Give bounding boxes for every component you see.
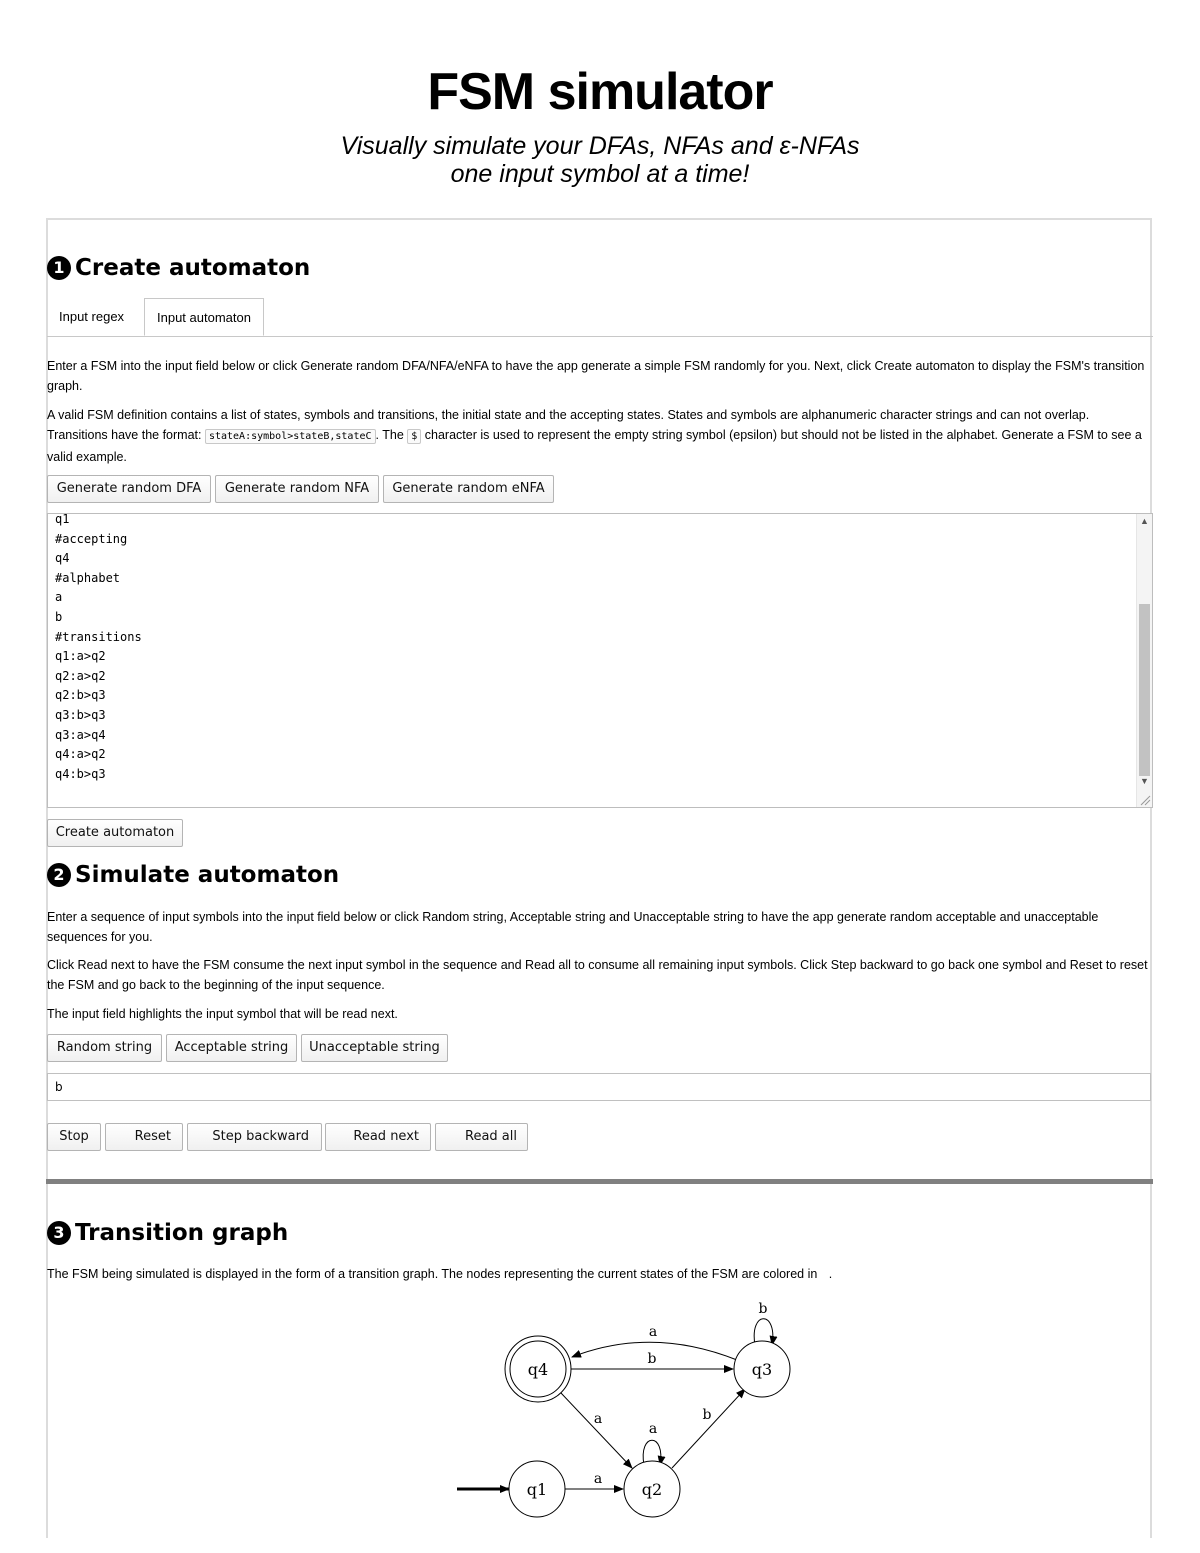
section-divider bbox=[46, 1179, 1153, 1184]
definition-line: q1:a>q2 bbox=[55, 649, 106, 664]
step-three-badge: 3 bbox=[47, 1221, 71, 1245]
generate-nfa-button[interactable]: Generate random NFA bbox=[215, 475, 379, 503]
format-text-1: A valid FSM definition contains a list of states, symbols and transitions, the initial state and the accepting states. States and symbols are alphanumeric character strings and can not overlap. Transitions have the format: bbox=[47, 408, 1090, 442]
fsm-definition-text bbox=[55, 513, 142, 784]
definition-line: #alphabet bbox=[55, 570, 121, 585]
generate-dfa-button[interactable]: Generate random DFA bbox=[47, 475, 211, 503]
stop-button[interactable]: Stop bbox=[47, 1123, 101, 1151]
state-node-q2 bbox=[624, 1461, 680, 1517]
edge-label-q3-q4: a bbox=[648, 1324, 658, 1340]
create-automaton-button[interactable]: Create automaton bbox=[47, 819, 183, 847]
page-title: FSM simulator bbox=[427, 63, 773, 121]
state-label-q4: q4 bbox=[527, 1360, 549, 1379]
edge-label-q4-q3: b bbox=[647, 1351, 657, 1367]
step-two-badge: 2 bbox=[47, 863, 71, 887]
scroll-thumb[interactable] bbox=[1139, 604, 1150, 776]
create-instructions: Enter a FSM into the input field below or click Generate random DFA/NFA/eNFA to have the app generate a simple FSM randomly for you. Next, click Create automaton to display the FSM's transition graph. bbox=[47, 359, 1145, 393]
create-title-text: Create automaton bbox=[75, 255, 311, 281]
simulate-instructions-2: Click Read next to have the FSM consume the next input symbol in the sequence and Read all to consume all remaining input symbols. Click Step backward to go back one symbol and Reset to reset the FSM and go back to the beginning of the input sequence. bbox=[47, 958, 1148, 992]
state-node-q1 bbox=[509, 1461, 565, 1517]
input-sequence-field[interactable]: b bbox=[47, 1073, 1151, 1101]
reset-button[interactable]: Reset bbox=[105, 1123, 183, 1151]
edge-label-q3-self: b bbox=[758, 1301, 768, 1317]
input-tabs bbox=[47, 298, 1153, 337]
state-node-q4 bbox=[505, 1336, 571, 1402]
graph-title-text: Transition graph bbox=[75, 1220, 289, 1246]
edge-label-q4-q2: a bbox=[593, 1411, 603, 1427]
transition-format-code: stateA:symbol>stateB,stateC bbox=[205, 429, 376, 444]
page-subtitle bbox=[0, 132, 1200, 188]
acceptable-string-button[interactable]: Acceptable string bbox=[166, 1034, 297, 1062]
definition-line: q3:b>q3 bbox=[55, 707, 106, 722]
epsilon-symbol-code: $ bbox=[407, 429, 421, 444]
random-string-button[interactable]: Random string bbox=[47, 1034, 162, 1062]
simulate-instructions-1: Enter a sequence of input symbols into the input field below or click Random string, Acceptable string and Unacceptable string to have the app generate random acceptable and unacceptable sequences for you. bbox=[47, 910, 1099, 944]
definition-line: q4:b>q3 bbox=[55, 766, 106, 781]
definition-line: #accepting bbox=[55, 531, 128, 546]
edge-q4-q2 bbox=[561, 1393, 632, 1468]
unacceptable-string-button[interactable]: Unacceptable string bbox=[301, 1034, 448, 1062]
simulate-title-text: Simulate automaton bbox=[75, 862, 340, 888]
graph-description bbox=[47, 1264, 1149, 1284]
graph-description-text: The FSM being simulated is displayed in the form of a transition graph. The nodes representing the current states of the FSM are colored in bbox=[47, 1267, 818, 1281]
transition-graph bbox=[440, 1292, 800, 1532]
state-node-q3 bbox=[734, 1341, 790, 1397]
simulate-instructions-3: The input field highlights the input symbol that will be read next. bbox=[47, 1007, 398, 1021]
textarea-scrollbar[interactable] bbox=[1136, 514, 1152, 807]
read-next-button[interactable]: Read next bbox=[325, 1123, 431, 1151]
resize-handle-icon[interactable] bbox=[1139, 794, 1151, 806]
read-all-button[interactable]: Read all bbox=[435, 1123, 528, 1151]
step-one-badge: 1 bbox=[47, 256, 71, 280]
subtitle-line-1: Visually simulate your DFAs, NFAs and ε-NFAs bbox=[340, 132, 860, 160]
format-text-3: character is used to represent the empty string symbol (epsilon) but should not be listed in the alphabet. Generate a FSM to see a valid example. bbox=[47, 428, 1142, 464]
edge-label-q2-self: a bbox=[648, 1421, 658, 1437]
step-backward-button[interactable]: Step backward bbox=[187, 1123, 322, 1151]
edge-label-q2-q3: b bbox=[702, 1407, 712, 1423]
definition-line: q3:a>q4 bbox=[55, 727, 106, 742]
format-text-2: . The bbox=[375, 428, 404, 442]
subtitle-line-2: one input symbol at a time! bbox=[450, 160, 750, 188]
fsm-format-description bbox=[47, 405, 1149, 467]
graph-description-end: . bbox=[828, 1267, 833, 1281]
create-section-title bbox=[47, 255, 310, 281]
scroll-down-arrow-icon[interactable]: ▼ bbox=[1140, 776, 1149, 786]
definition-line: q2:b>q3 bbox=[55, 688, 106, 703]
edge-label-q1-q2: a bbox=[593, 1471, 603, 1487]
state-label-q3: q3 bbox=[751, 1360, 773, 1379]
state-label-q1: q1 bbox=[526, 1480, 548, 1499]
definition-line: q2:a>q2 bbox=[55, 668, 106, 683]
definition-line: q4 bbox=[55, 551, 70, 566]
tab-input-automaton[interactable]: Input automaton bbox=[144, 298, 264, 336]
definition-line: q1 bbox=[55, 513, 70, 526]
scroll-up-arrow-icon[interactable]: ▲ bbox=[1140, 516, 1149, 526]
definition-line: a bbox=[55, 590, 63, 605]
state-label-q2: q2 bbox=[641, 1480, 663, 1499]
definition-line: #transitions bbox=[55, 629, 142, 644]
graph-section-title bbox=[47, 1220, 288, 1246]
fsm-definition-textarea[interactable] bbox=[47, 513, 1153, 808]
definition-line: q4:a>q2 bbox=[55, 747, 106, 762]
tab-input-regex[interactable]: Input regex bbox=[59, 309, 125, 324]
edge-q2-q3 bbox=[672, 1389, 745, 1468]
generate-enfa-button[interactable]: Generate random eNFA bbox=[383, 475, 554, 503]
simulate-section-title bbox=[47, 862, 339, 888]
definition-line: b bbox=[55, 609, 63, 624]
